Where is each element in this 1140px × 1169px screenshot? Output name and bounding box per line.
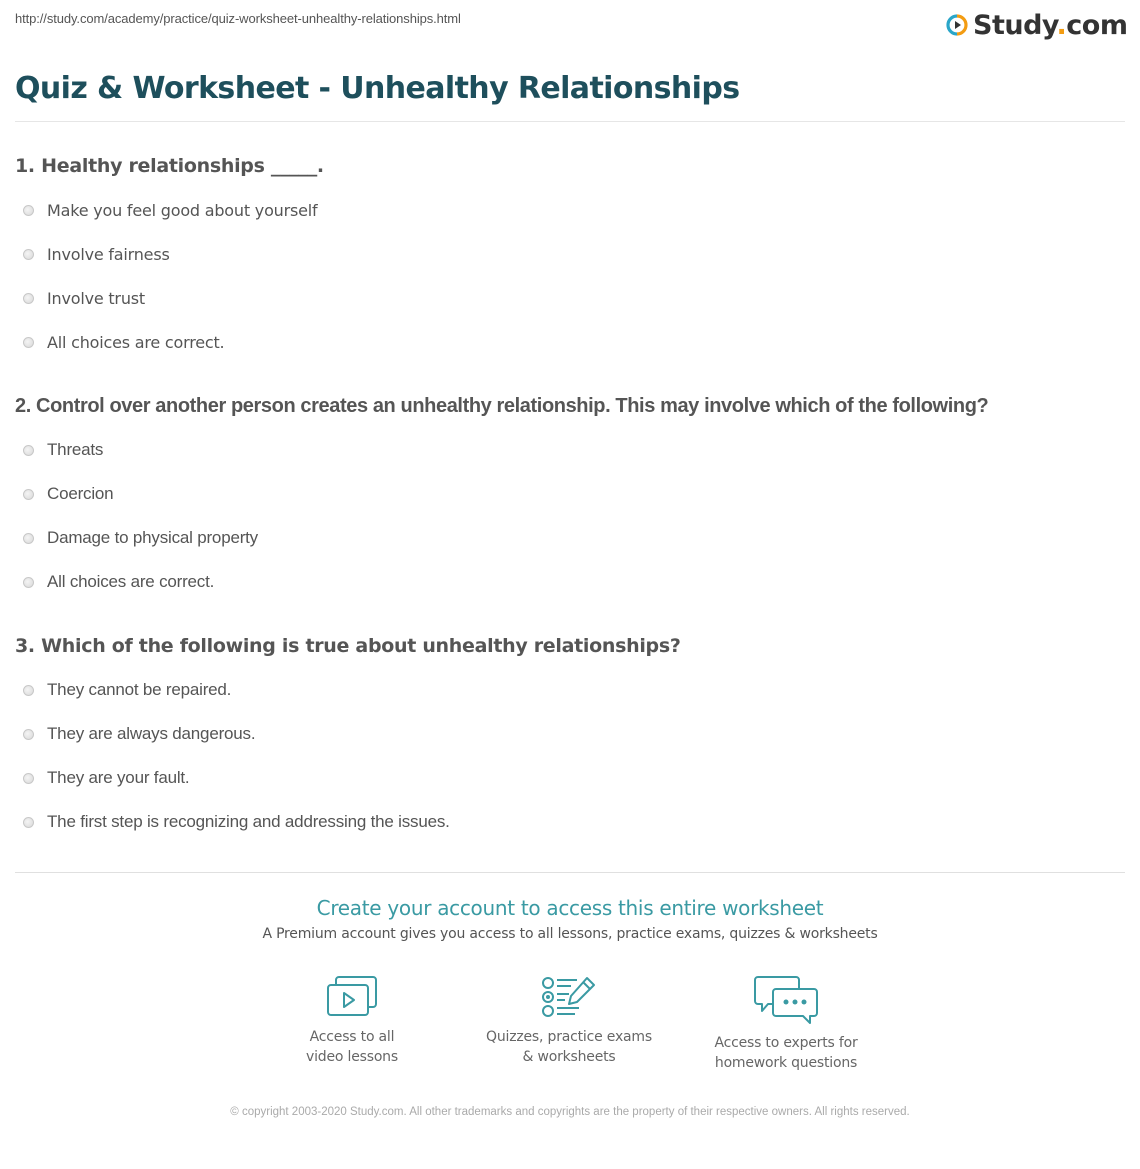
q1-option-2[interactable]: [23, 242, 170, 266]
feature-quizzes: [469, 975, 669, 1067]
q1-option-4[interactable]: [23, 330, 224, 354]
question-1: 1. Healthy relationships _____.: [15, 155, 324, 177]
question-2: 2. Control over another person creates an unhealthy relationship. This may involve which of the following?: [15, 395, 989, 417]
q3-option-2[interactable]: [23, 722, 255, 746]
q2-option-4[interactable]: [23, 570, 214, 594]
option-label: Involve fairness: [47, 244, 170, 264]
feature-label-line1: Access to experts for: [714, 1035, 858, 1051]
option-label: The first step is recognizing and addressing the issues.: [47, 812, 450, 831]
radio-button[interactable]: [23, 205, 34, 216]
feature-label-line2: & worksheets: [522, 1049, 616, 1065]
q3-option-3[interactable]: [23, 766, 189, 790]
radio-button[interactable]: [23, 337, 34, 348]
quiz-checklist-icon: [541, 975, 597, 1019]
logo-text: Study.com: [973, 9, 1128, 41]
option-label: Coercion: [47, 484, 114, 503]
q1-option-3[interactable]: [23, 286, 145, 310]
option-label: Involve trust: [47, 288, 145, 308]
radio-button[interactable]: [23, 445, 34, 456]
q2-option-1[interactable]: [23, 438, 103, 462]
section-divider: [15, 872, 1125, 873]
play-circle-icon: [945, 13, 969, 37]
radio-button[interactable]: [23, 293, 34, 304]
page-url: http://study.com/academy/practice/quiz-worksheet-unhealthy-relationships.html: [15, 11, 461, 26]
feature-label-line2: homework questions: [714, 1055, 858, 1071]
radio-button[interactable]: [23, 533, 34, 544]
option-label: They cannot be repaired.: [47, 680, 232, 699]
radio-button[interactable]: [23, 489, 34, 500]
feature-label-line1: Quizzes, practice exams: [486, 1029, 652, 1045]
feature-experts: [686, 975, 886, 1073]
option-label: Make you feel good about yourself: [47, 200, 318, 220]
option-label: Damage to physical property: [47, 528, 258, 547]
radio-button[interactable]: [23, 773, 34, 784]
option-label: They are always dangerous.: [47, 724, 256, 743]
radio-button[interactable]: [23, 729, 34, 740]
option-label: They are your fault.: [47, 768, 190, 787]
cta-subtitle: A Premium account gives you access to all lessons, practice exams, quizzes & worksheets: [262, 926, 878, 942]
radio-button[interactable]: [23, 577, 34, 588]
feature-video-lessons: [252, 975, 452, 1067]
option-label: All choices are correct.: [47, 332, 225, 352]
feature-label-line2: video lessons: [306, 1049, 398, 1065]
chat-bubbles-icon: [754, 975, 818, 1025]
q3-option-1[interactable]: [23, 678, 231, 702]
feature-label-line1: Access to all: [309, 1029, 395, 1045]
radio-button[interactable]: [23, 817, 34, 828]
q3-option-4[interactable]: [23, 810, 450, 834]
q2-option-3[interactable]: [23, 526, 258, 550]
page-title: Quiz & Worksheet - Unhealthy Relationships: [15, 71, 740, 106]
radio-button[interactable]: [23, 685, 34, 696]
q2-option-2[interactable]: [23, 482, 113, 506]
copyright-footer: © copyright 2003-2020 Study.com. All other trademarks and copyrights are the property of their respective owners. All rights reserved.: [230, 1106, 910, 1118]
video-lessons-icon: [326, 975, 378, 1019]
question-3: 3. Which of the following is true about unhealthy relationships?: [15, 635, 681, 657]
option-label: All choices are correct.: [47, 572, 215, 591]
q1-option-1[interactable]: [23, 198, 317, 222]
title-divider: [15, 121, 1125, 122]
study-com-logo[interactable]: [945, 8, 1128, 42]
option-label: Threats: [47, 440, 104, 459]
radio-button[interactable]: [23, 249, 34, 260]
cta-create-account-link[interactable]: Create your account to access this entire worksheet: [316, 896, 824, 920]
